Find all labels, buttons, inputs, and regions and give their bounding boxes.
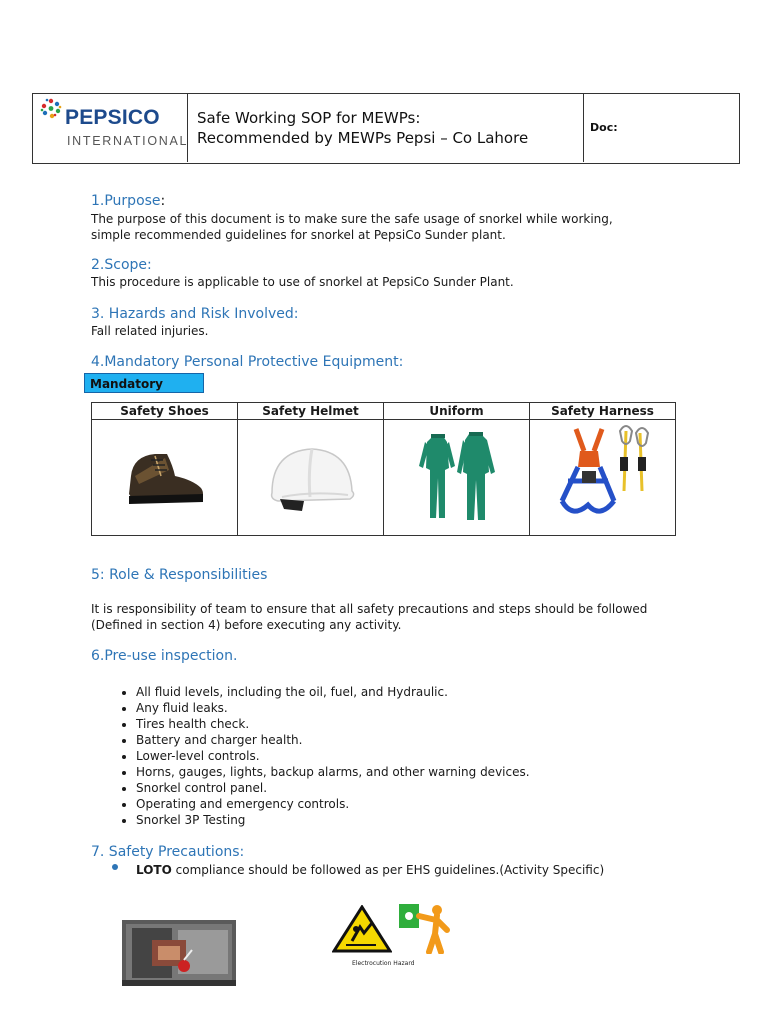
purpose-heading [91, 193, 165, 209]
logo-subtitle: INTERNATIONAL [67, 134, 189, 148]
list-item: • Snorkel 3P Testing [136, 812, 530, 828]
ppe-heading: 4.Mandatory Personal Protective Equipment: [91, 354, 404, 370]
logo-wordmark: PEPSICO [65, 106, 160, 129]
loto-text [136, 862, 604, 878]
scope-text: This procedure is applicable to use of snorkel at PepsiCo Sunder Plant. [91, 275, 514, 289]
purpose-line: simple recommended guidelines for snorkel at PepsiCo Sunder plant. [91, 228, 506, 242]
header-divider [187, 93, 188, 162]
list-item: • Horns, gauges, lights, backup alarms, and other warning devices. [136, 764, 530, 780]
list-item: • Any fluid leaks. [136, 700, 530, 716]
safety-shoe-image [115, 436, 215, 516]
roles-text [91, 601, 647, 633]
electrocution-caption: Electrocution Hazard [352, 960, 415, 967]
list-item: • Tires health check. [136, 716, 530, 732]
purpose-text [91, 211, 613, 243]
bullet-dot [112, 864, 118, 870]
roles-heading: 5: Role & Responsibilities [91, 567, 268, 583]
inspection-list [112, 684, 530, 828]
purpose-line: The purpose of this document is to make sure the safe usage of snorkel while working, [91, 212, 613, 226]
ppe-column-header: Safety Shoes [92, 403, 238, 420]
document-title [197, 108, 582, 148]
safety-harness-image [548, 421, 658, 531]
precautions-heading: 7. Safety Precautions: [91, 844, 245, 860]
ppe-table [91, 402, 676, 536]
mandatory-label: Mandatory [84, 373, 204, 393]
ppe-cell [238, 420, 384, 536]
list-item: • Battery and charger health. [136, 732, 530, 748]
header-divider [583, 93, 584, 162]
ppe-header-row [92, 403, 676, 420]
hazards-text: Fall related injuries. [91, 324, 209, 338]
doc-label: Doc: [590, 121, 618, 134]
list-item: • Snorkel control panel. [136, 780, 530, 796]
ppe-cell [384, 420, 530, 536]
list-item: • Operating and emergency controls. [136, 796, 530, 812]
safety-helmet-image [256, 431, 366, 521]
inspection-heading: 6.Pre-use inspection. [91, 648, 238, 664]
ppe-column-header: Safety Harness [530, 403, 676, 420]
roles-line: It is responsibility of team to ensure that all safety precautions and steps should be followed [91, 602, 648, 616]
loto-rest: compliance should be followed as per EHS guidelines.(Activity Specific) [171, 863, 605, 877]
ppe-column-header: Safety Helmet [238, 403, 384, 420]
electrocution-warning-icon [332, 905, 392, 953]
ppe-cell [92, 420, 238, 536]
hazards-heading: 3. Hazards and Risk Involved: [91, 306, 299, 322]
roles-line: (Defined in section 4) before executing any activity. [91, 618, 402, 632]
pepsico-globe-icon [38, 95, 64, 121]
loto-photo-image [122, 920, 236, 986]
list-item: • Lower-level controls. [136, 748, 530, 764]
uniform-image [407, 426, 507, 526]
scope-heading: 2.Scope: [91, 257, 152, 273]
title-line: Safe Working SOP for MEWPs: [197, 109, 421, 127]
worker-switch-icon [397, 902, 455, 954]
title-line: Recommended by MEWPs Pepsi – Co Lahore [197, 129, 529, 147]
list-item: • All fluid levels, including the oil, fuel, and Hydraulic. [136, 684, 530, 700]
ppe-image-row [92, 420, 676, 536]
ppe-cell [530, 420, 676, 536]
loto-bold: LOTO [136, 863, 172, 877]
ppe-column-header: Uniform [384, 403, 530, 420]
purpose-heading-colon: : [160, 193, 166, 209]
purpose-heading-text: 1.Purpose [91, 193, 161, 209]
